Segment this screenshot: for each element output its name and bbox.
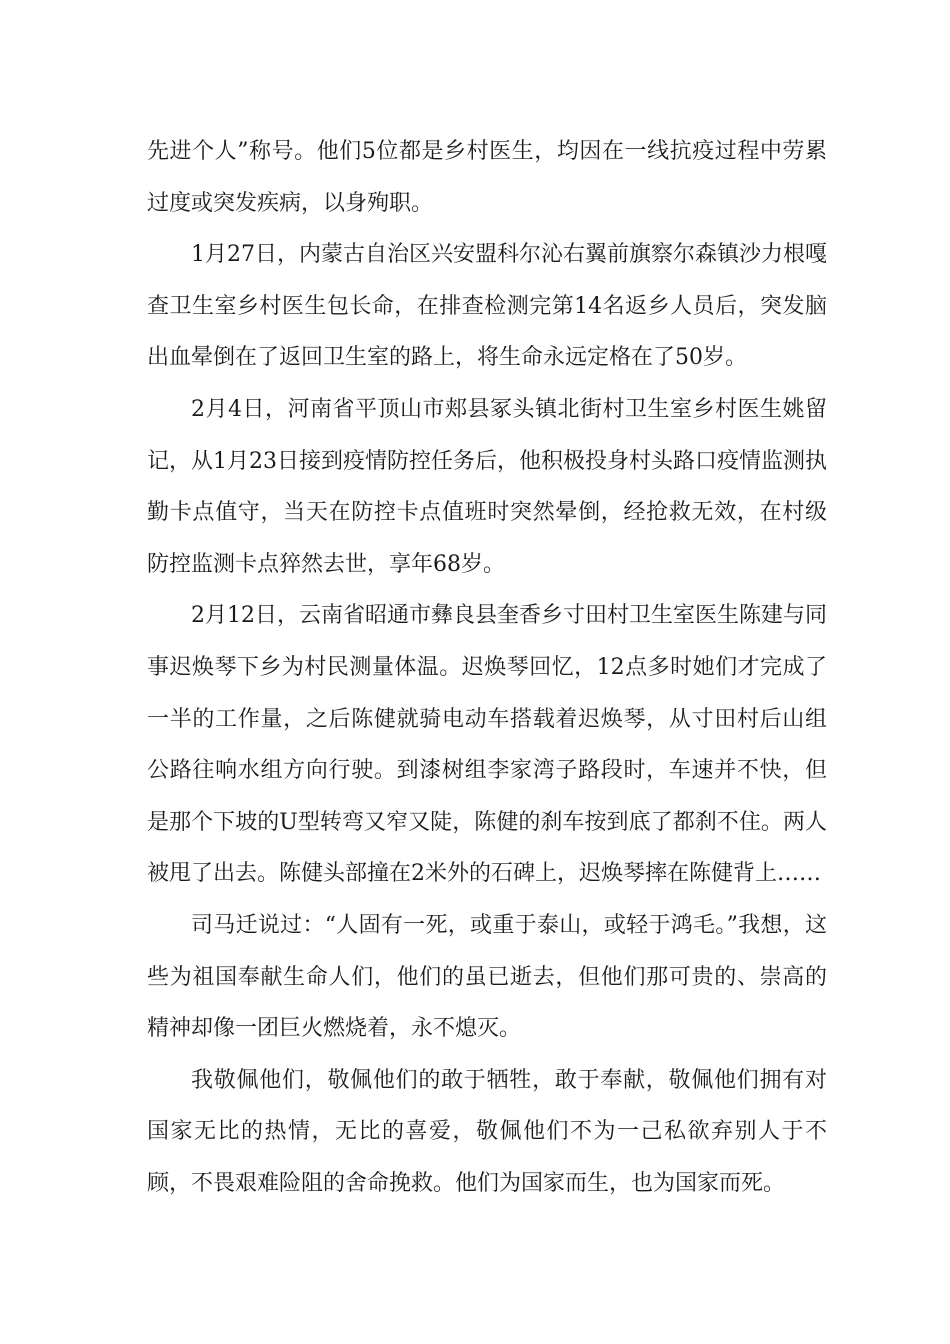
paragraph-admiration: 我敬佩他们，敬佩他们的敢于牺牲，敢于奉献，敬佩他们拥有对国家无比的热情，无比的喜爱，敬佩他们不为一己私欲弃别人于不顾，不畏艰难险阻的舍命挽救。他们为国家而生，也为国家而死。 [147,1067,827,1196]
paragraph-sima-qian-quote: 司马迁说过：“人固有一死，或重于泰山，或轻于鸿毛。”我想，这些为祖国奉献生命人们，他们的虽已逝去，但他们那可贵的、崇高的精神却像一团巨火燃烧着，永不熄灭。 [147,912,827,1042]
paragraph-bao-changming: 1月27日，内蒙古自治区兴安盟科尔沁右翼前旗察尔森镇沙力根嘎查卫生室乡村医生包长命，在排查检测完第14名返乡人员后，突发脑出血晕倒在了返回卫生室的路上，将生命永远定格在了50岁。 [147,242,827,371]
paragraph-continuation: 先进个人”称号。他们5位都是乡村医生，均因在一线抗疫过程中劳累过度或突发疾病，以身殉职。 [147,139,827,216]
document-body [147,126,827,1209]
paragraph-yao-liuji: 2月4日，河南省平顶山市郏县冢头镇北街村卫生室乡村医生姚留记，从1月23日接到疫情防控任务后，他积极投身村头路口疫情监测执勤卡点值守，当天在防控卡点值班时突然晕倒，经抢救无效，在村级防控监测卡点猝然去世，享年68岁。 [147,396,827,577]
paragraph-chen-jian: 2月12日，云南省昭通市彝良县奎香乡寸田村卫生室医生陈建与同事迟焕琴下乡为村民测量体温。迟焕琴回忆，12点多时她们才完成了一半的工作量，之后陈健就骑电动车搭载着迟焕琴，从寸田村后山组公路往响水组方向行驶。到漆树组李家湾子路段时，车速并不快，但是那个下坡的U型转弯又窄又陡，陈健的刹车按到底了都刹不住。两人被甩了出去。陈健头部撞在2米外的石碑上，迟焕琴摔在陈健背上…… [147,603,827,887]
